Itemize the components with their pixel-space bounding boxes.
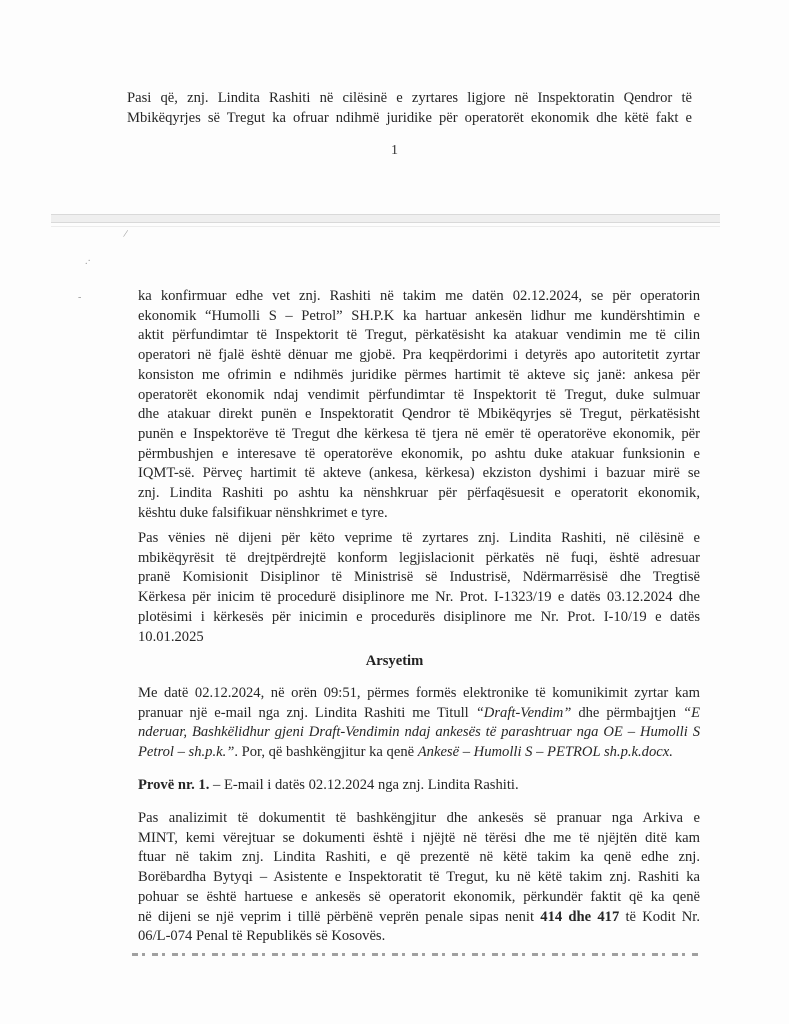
text-run: pranuar një e-mail nga znj. Lindita Rashiti me Titull: [138, 704, 476, 721]
paragraph-analysis: [138, 809, 700, 947]
paragraph-email-received: [138, 684, 700, 763]
page1-tail-paragraph: [127, 89, 692, 128]
email-content-start: “E: [682, 704, 700, 721]
text-line: përmbushjen e interesave të operatorëve ekonomik, po ashtu duke atakuar funksionin e: [138, 445, 700, 462]
text-line: mbikëqyrësit të drejtpërdrejtë konform legjislacionit përkatës në fuqi, është adresuar: [138, 549, 700, 566]
scan-mark: /: [122, 227, 129, 241]
paragraph-confirmation: [138, 287, 700, 523]
text-line: 10.01.2025: [138, 628, 204, 645]
attachment-filename: Ankesë – Humolli S – PETROL sh.p.k.docx.: [417, 744, 673, 761]
text-line: 06/L-074 Penal të Republikës së Kosovës.: [138, 928, 386, 945]
text-line: ka konfirmuar edhe vet znj. Rashiti në takim me datën 02.12.2024, se për operatorin: [138, 288, 700, 304]
text-line: Me datë 02.12.2024, në orën 09:51, përmes formës elektronike të komunikimit zyrtar kam: [138, 685, 700, 701]
text-line: Kërkesa për inicim të procedurë disiplinore me Nr. Prot. I-1323/19 e datës 03.12.2024 dhe: [138, 589, 700, 606]
text-line: Pas vënies në dijeni për këto veprime të zyrtares znj. Lindita Rashiti, në cilësinë e: [138, 530, 700, 546]
email-content-line: nderuar, Bashkëlidhur gjeni Draft-Vendimin ndaj ankesës të parashtruar nga OE – Humolli S: [138, 724, 700, 741]
text-line: [138, 743, 700, 763]
text-line: punën e Inspektorëve të Tregut dhe kërkesa të tjera në emër të operatorëve ekonomik, për: [138, 425, 700, 442]
scan-mark: -: [78, 292, 82, 303]
text-line: konsiston me ofrimin e ndihmës juridike përmes hartimit të akteve siç janë: ankesa për: [138, 366, 700, 383]
text-run: dhe përmbajtjen: [571, 704, 683, 721]
text-line: pohuar se është hartuese e ankesës së operatorit ekonomik, përkundër faktit që ka qenë: [138, 888, 700, 905]
text-line: kështu duke falsifikuar nënshkrimet e tyre.: [138, 504, 388, 521]
evidence-item-1: [138, 776, 700, 796]
text-line: pranë Komisionit Disiplinor të Ministrisë së Industrisë, Ndërmarrësisë dhe Tregtisë: [138, 569, 700, 586]
email-content-end: Petrol – sh.p.k.”: [138, 744, 235, 761]
text-line: operatorët ekonomik ndaj vendimit përfundimtar të Inspektorit të Tregut, duke sulmuar: [138, 386, 700, 403]
evidence-label: Provë nr. 1.: [138, 777, 210, 793]
clipped-text-edge: [132, 953, 698, 956]
text-line: Pasi që, znj. Lindita Rashiti në cilësinë e zyrtares ligjore në Inspektoratin Qendror të: [127, 90, 692, 106]
text-line: aktit përfundimtar të Inspektorit të Tregut, përkatësisht ka atakuar vendimin me të cilin: [138, 327, 700, 344]
paragraph-disciplinary-request: [138, 529, 700, 647]
text-line: [138, 776, 700, 796]
section-heading: Arsyetim: [365, 653, 424, 669]
text-line: Mbikëqyrjes së Tregut ka ofruar ndihmë juridike për operatorët ekonomik dhe këtë fakt e: [127, 109, 692, 126]
text-line: Borëbardha Bytyqi – Asistente e Inspektoratit të Tregut, ku në këtë takim znj. Rashiti ka: [138, 869, 700, 886]
text-line: [138, 704, 700, 724]
text-line: ftuar në takim znj. Lindita Rashiti, e që prezentë në këtë takim ka qenë edhe znj.: [138, 849, 700, 866]
page-gap-band: [51, 214, 720, 223]
email-title: “Draft-Vendim”: [475, 704, 572, 721]
scan-mark: .·: [85, 256, 91, 267]
text-line: Pas analizimit të dokumentit të bashkëngjitur dhe ankesës së pranuar nga Arkiva e: [138, 810, 700, 826]
text-line: MINT, kemi vërejtuar se dokumenti është i njëjtë në tërësi dhe me të njëjtën ditë kam: [138, 829, 700, 846]
text-line: dhe atakuar direkt punën e Inspektoratit Qendror të Mbikëqyrjes së Tregut, përkatësisht: [138, 406, 700, 423]
text-line: [138, 908, 700, 928]
evidence-description: – E-mail i datës 02.12.2024 nga znj. Lindita Rashiti.: [209, 777, 519, 793]
text-line: plotësimi i kërkesës për inicimin e procedurës disiplinore me Nr. Prot. I-10/19 e datës: [138, 608, 700, 625]
page-edge-line: [51, 226, 720, 227]
law-articles: 414 dhe 417: [540, 908, 620, 925]
text-line: IQMT-së. Përveç hartimit të akteve (ankesa, kërkesa) ekziston dyshimi i bazuar mirë se: [138, 465, 700, 482]
page-break-separator: [51, 214, 720, 228]
text-run: . Por, që bashkëngjitur ka qenë: [234, 744, 418, 761]
page-number: 1: [391, 143, 398, 158]
text-line: ekonomik “Humolli S – Petrol” SH.P.K ka hartuar ankesën lidhur me kundërshtimin e: [138, 307, 700, 324]
text-line: znj. Lindita Rashiti po ashtu ka nënshkruar për përfaqësuesit e operatorit ekonomik,: [138, 485, 700, 502]
text-line: operatori në fjalë është dënuar me gjobë. Pra keqpërdorimi i detyrës apo autoritetit zyrtar: [138, 347, 700, 364]
text-run: të Kodit Nr.: [619, 908, 700, 925]
text-run: në dijeni se një veprim i tillë përbënë veprën penale sipas nenit: [138, 908, 541, 925]
